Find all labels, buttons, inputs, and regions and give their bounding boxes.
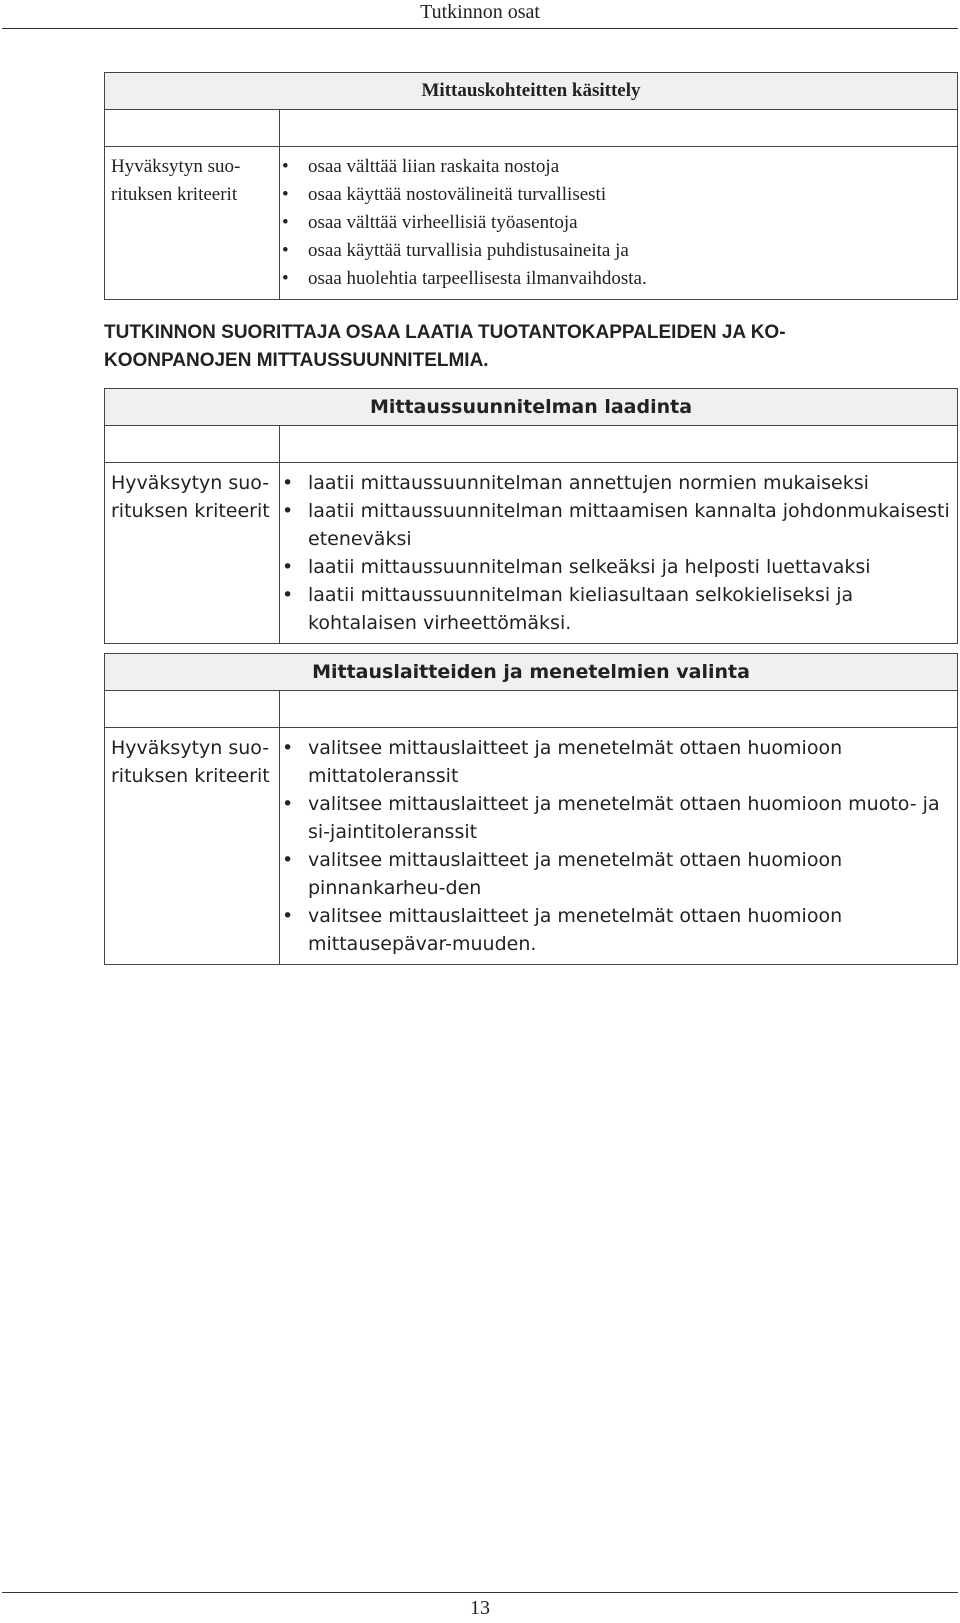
criteria-label: Hyväksytyn suo- rituksen kriteerit bbox=[105, 463, 280, 644]
header-divider bbox=[2, 28, 958, 29]
list-item: • laatii mittaussuunnitelman selkeäksi ja helposti luettavaksi bbox=[280, 553, 953, 581]
list-item: • valitsee mittauslaitteet ja menetelmät ottaen huomioon mittatoleranssit bbox=[280, 734, 953, 790]
criteria-list bbox=[280, 469, 953, 637]
criteria-table-handling bbox=[104, 72, 958, 300]
list-item: • valitsee mittauslaitteet ja menetelmät ottaen huomioon mittausepävar-muuden. bbox=[280, 902, 953, 958]
criteria-list-cell bbox=[280, 728, 958, 965]
criteria-list bbox=[280, 734, 953, 958]
list-item: • valitsee mittauslaitteet ja menetelmät ottaen huomioon muoto- ja si-jaintitoleranssit bbox=[280, 790, 953, 846]
list-item: • osaa välttää liian raskaita nostoja bbox=[280, 153, 953, 181]
criteria-table-devices bbox=[104, 653, 958, 965]
page-number: 13 bbox=[470, 1597, 490, 1619]
running-header: Tutkinnon osat bbox=[420, 1, 540, 23]
criteria-list-cell bbox=[280, 147, 958, 300]
criteria-list-cell bbox=[280, 463, 958, 644]
footer-divider bbox=[2, 1592, 958, 1593]
list-item: • valitsee mittauslaitteet ja menetelmät ottaen huomioon pinnankarheu-den bbox=[280, 846, 953, 902]
table-title: Mittauskohteitten käsittely bbox=[105, 73, 958, 110]
list-item: • osaa välttää virheellisiä työasentoja bbox=[280, 209, 953, 237]
table-title: Mittauslaitteiden ja menetelmien valinta bbox=[105, 654, 958, 691]
list-item: • laatii mittaussuunnitelman annettujen normien mukaiseksi bbox=[280, 469, 953, 497]
section-heading: TUTKINNON SUORITTAJA OSAA LAATIA TUOTANTOKAPPALEIDEN JA KO- KOONPANOJEN MITTAUSSUUNNITELMIA. bbox=[104, 322, 786, 371]
list-item: • laatii mittaussuunnitelman mittaamisen kannalta johdonmukaisesti eteneväksi bbox=[280, 497, 953, 553]
table-title: Mittaussuunnitelman laadinta bbox=[105, 389, 958, 426]
list-item: • laatii mittaussuunnitelman kieliasultaan selkokieliseksi ja kohtalaisen virheettömäksi. bbox=[280, 581, 953, 637]
criteria-list bbox=[280, 153, 953, 293]
list-item: • osaa käyttää nostovälineitä turvallisesti bbox=[280, 181, 953, 209]
criteria-label: Hyväksytyn suo- rituksen kriteerit bbox=[105, 147, 280, 300]
list-item: • osaa käyttää turvallisia puhdistusaineita ja bbox=[280, 237, 953, 265]
criteria-label: Hyväksytyn suo- rituksen kriteerit bbox=[105, 728, 280, 965]
list-item: • osaa huolehtia tarpeellisesta ilmanvaihdosta. bbox=[280, 265, 953, 293]
criteria-table-plan bbox=[104, 388, 958, 644]
